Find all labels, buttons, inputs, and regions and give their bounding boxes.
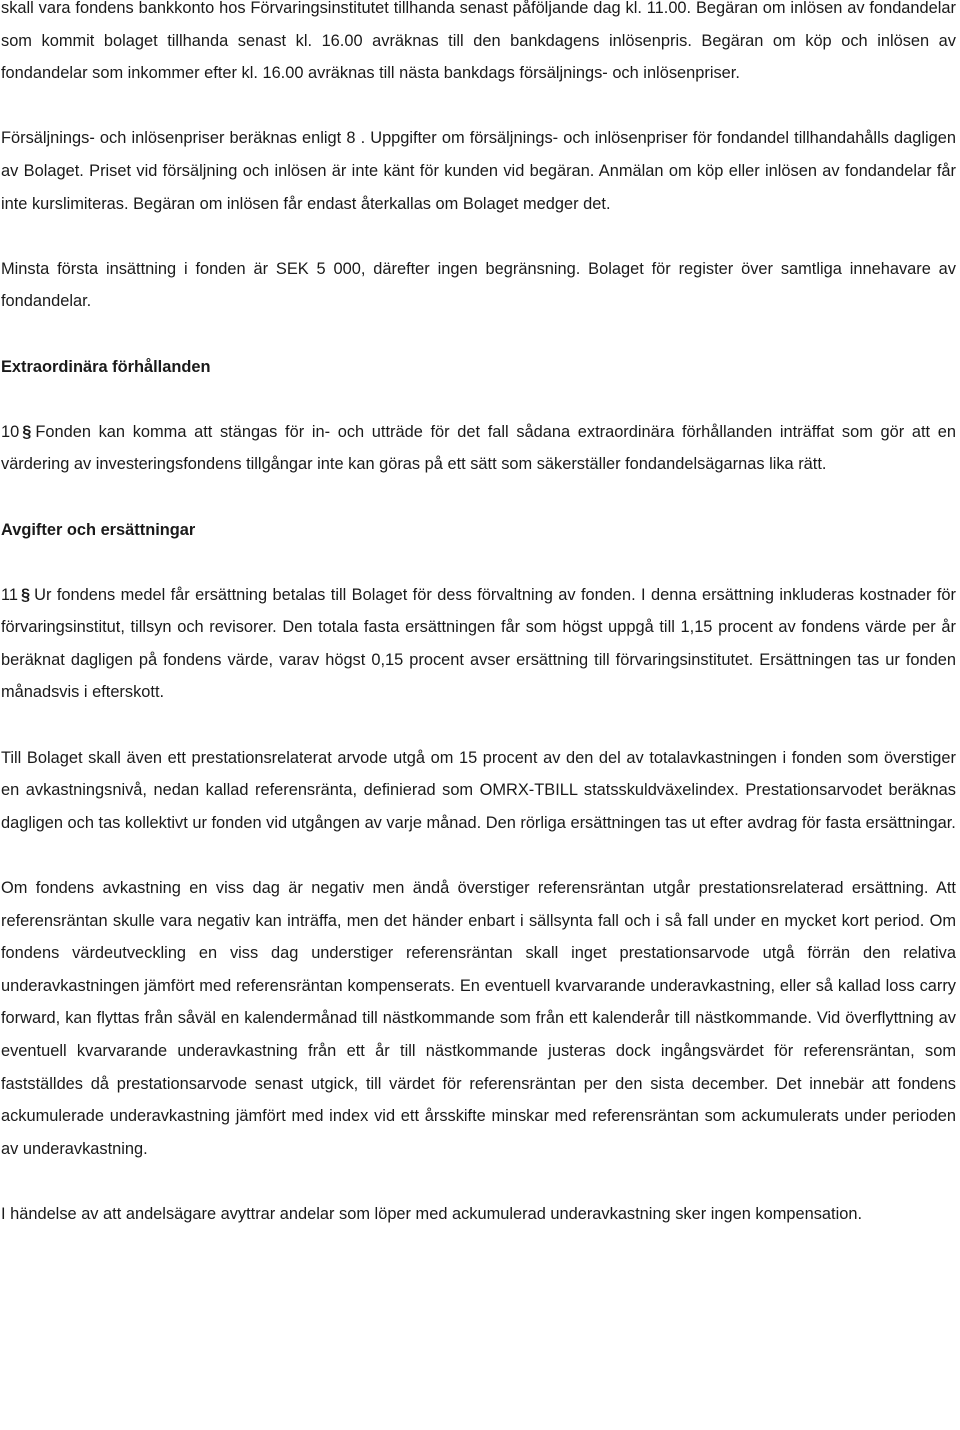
section-sign-icon: §	[22, 422, 32, 441]
section-text: Fonden kan komma att stängas för in- och utträde för det fall sådana extraordinära förhållanden inträffat som gör att en värdering av investeringsfondens tillgångar inte kan göras på ett sätt som säkerställer fondandelsägarnas lika rätt.	[1, 422, 956, 474]
section-number: 10	[1, 422, 20, 441]
heading-extraordinary: Extraordinära förhållanden	[1, 357, 211, 376]
para-performance-fee: Till Bolaget skall även ett prestationsrelaterat arvode utgå om 15 procent av den del av totalavkastningen i fonden som överstiger en avkastningsnivå, nedan kallad referensränta, definierad som OMRX-TBILL statsskuldväxelindex. Prestationsarvodet beräknas dagligen och tas kollektivt ur fonden vid utgången av varje månad. Den rörliga ersättningen tas ut efter avdrag för fasta ersättningar.	[1, 748, 956, 832]
para-pricing: Försäljnings- och inlösenpriser beräknas enligt 8 . Uppgifter om försäljnings- och inlösenpriser för fondandel tillhandahålls dagligen av Bolaget. Priset vid försäljning och inlösen är inte känt för kunden vid begäran. Anmälan om köp eller inlösen av fondandelar får inte kurslimiteras. Begäran om inlösen får endast återkallas om Bolaget medger det.	[1, 129, 956, 213]
para-sale-compensation: I händelse av att andelsägare avyttrar andelar som löper med ackumulerad underavkastning sker ingen kompensation.	[1, 1204, 863, 1223]
section-sign-icon: §	[21, 585, 31, 604]
section-11	[1, 579, 956, 709]
section-number: 11	[1, 585, 19, 604]
section-10	[1, 416, 956, 481]
section-text: Ur fondens medel får ersättning betalas till Bolaget för dess förvaltning av fonden. I denna ersättning inkluderas kostnader för förvaringsinstitut, tillsyn och revisorer. Den totala fasta ersättningen får som högst uppgå till 1,15 procent av fondens värde per år beräknat dagligen på fondens värde, varav högst 0,15 procent avser ersättning till förvaringsinstitutet. Ersättningen tas ur fonden månadsvis i efterskott.	[1, 585, 956, 702]
heading-fees: Avgifter och ersättningar	[1, 520, 196, 539]
para-negative-return: Om fondens avkastning en viss dag är negativ men ändå överstiger referensräntan utgår prestationsrelaterad ersättning. Att referensräntan skulle vara negativ kan inträffa, men det händer enbart i sällsynta fall och i så fall under en mycket kort period. Om fondens värdeutveckling en viss dag understiger referensräntan skall inget prestationsarvode utgå förrän den relativa underavkastningen jämfört med referensräntan kompenserats. En eventuell kvarvarande underavkastning, eller så kallad loss carry forward, kan flyttas från såväl en kalendermånad till nästkommande som från ett kalenderår till nästkommande. Vid överflyttning av eventuell kvarvarande underavkastning från ett år till nästkommande justeras dock ingångsvärdet för referensräntan, som fastställdes då prestationsarvode senast utgick, till värdet för referensräntan per den sista december. Det innebär att fondens ackumulerade underavkastning jämfört med index vid ett årsskifte minskar med referensräntan som ackumulerats under perioden av underavkastning.	[1, 879, 956, 1158]
para-redemption-timing: skall vara fondens bankkonto hos Förvaringsinstitutet tillhanda senast påföljande dag kl. 11.00. Begäran om inlösen av fondandelar som kommit bolaget tillhanda senast kl. 16.00 avräknas till den bankdagens inlösenpris. Begäran om köp och inlösen av fondandelar som inkommer efter kl. 16.00 avräknas till nästa bankdags försäljnings- och inlösenpriser.	[1, 0, 956, 83]
para-minimum-deposit: Minsta första insättning i fonden är SEK 5 000, därefter ingen begränsning. Bolaget för register över samtliga innehavare av fondandelar.	[1, 259, 956, 311]
